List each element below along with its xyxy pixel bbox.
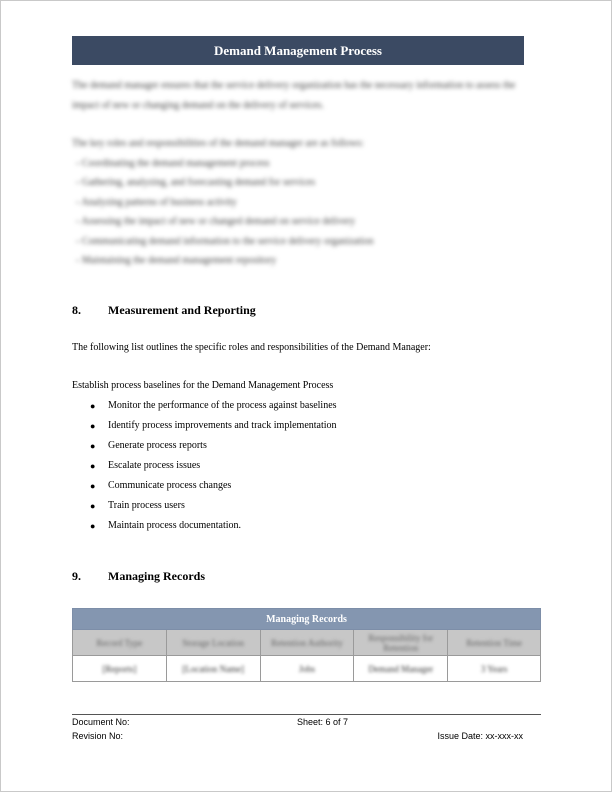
bullet-icon: ● bbox=[90, 521, 96, 531]
section-heading-records bbox=[72, 569, 205, 584]
list-item: ● Generate process reports bbox=[90, 439, 337, 459]
section-number: 8. bbox=[72, 303, 81, 317]
document-number: Document No: bbox=[72, 717, 130, 727]
bullet-icon: ● bbox=[90, 441, 96, 451]
bullet-icon: ● bbox=[90, 501, 96, 511]
page-title: Demand Management Process bbox=[72, 36, 524, 65]
bullet-icon: ● bbox=[90, 421, 96, 431]
blurred-list-item: - Communicating demand information to the service delivery organization bbox=[76, 235, 374, 247]
blurred-list-item: - Maintaining the demand management repository bbox=[76, 255, 277, 266]
blurred-list-item: - Analyzing patterns of business activity bbox=[76, 196, 237, 208]
revision-number: Revision No: bbox=[72, 731, 124, 741]
table-cell: Jobs bbox=[260, 656, 354, 682]
table-header-cell: Record Type bbox=[73, 630, 167, 656]
section-heading-measurement bbox=[72, 303, 256, 318]
list-item: ● Train process users bbox=[90, 499, 337, 519]
blurred-paragraph: The demand manager ensures that the service delivery organization has the necessary information to assess the impact of new or changing demand on the delivery of services. bbox=[72, 80, 516, 111]
table-cell: [Reports] bbox=[73, 656, 167, 682]
blurred-list bbox=[72, 134, 512, 271]
bullet-icon: ● bbox=[90, 401, 96, 411]
table-caption: Managing Records bbox=[73, 609, 541, 630]
issue-date: Issue Date: xx-xxx-xx bbox=[437, 731, 523, 741]
table-row bbox=[73, 656, 541, 682]
section-title: Managing Records bbox=[108, 569, 205, 583]
list-lead: Establish process baselines for the Demand Management Process bbox=[72, 380, 334, 391]
table-header-row bbox=[73, 630, 541, 656]
bullet-icon: ● bbox=[90, 481, 96, 491]
list-item: ● Monitor the performance of the process against baselines bbox=[90, 399, 337, 419]
list-item: ● Escalate process issues bbox=[90, 459, 337, 479]
table-header-cell: Retention Time bbox=[448, 630, 541, 656]
table-header-cell: Retention Authority bbox=[260, 630, 354, 656]
bullet-icon: ● bbox=[90, 461, 96, 471]
sheet-number: Sheet: 6 of 7 bbox=[297, 717, 349, 727]
section-title: Measurement and Reporting bbox=[108, 303, 256, 317]
records-table bbox=[72, 608, 541, 682]
blurred-list-item: - Coordinating the demand management process bbox=[76, 157, 270, 169]
bullet-list bbox=[90, 399, 337, 539]
table-cell: Demand Manager bbox=[354, 656, 448, 682]
table-header-cell: Storage Location bbox=[166, 630, 260, 656]
list-item: ● Communicate process changes bbox=[90, 479, 337, 499]
footer-divider bbox=[72, 714, 541, 715]
section-number: 9. bbox=[72, 569, 81, 583]
list-item: ● Identify process improvements and track implementation bbox=[90, 419, 337, 439]
blurred-list-item: - Assessing the impact of new or changed demand on service delivery bbox=[76, 216, 356, 227]
table-cell: [Location Name] bbox=[166, 656, 260, 682]
list-item: ● Maintain process documentation. bbox=[90, 519, 337, 539]
blurred-list-item: - Gathering, analyzing, and forecasting demand for services bbox=[76, 177, 316, 188]
table-cell: 3 Years bbox=[448, 656, 541, 682]
table-header-cell: Responsibility for Retention bbox=[354, 630, 448, 656]
blurred-list-intro: The key roles and responsibilities of the demand manager are as follows: bbox=[72, 138, 364, 149]
section-intro: The following list outlines the specific roles and responsibilities of the Demand Manager: bbox=[72, 342, 431, 353]
